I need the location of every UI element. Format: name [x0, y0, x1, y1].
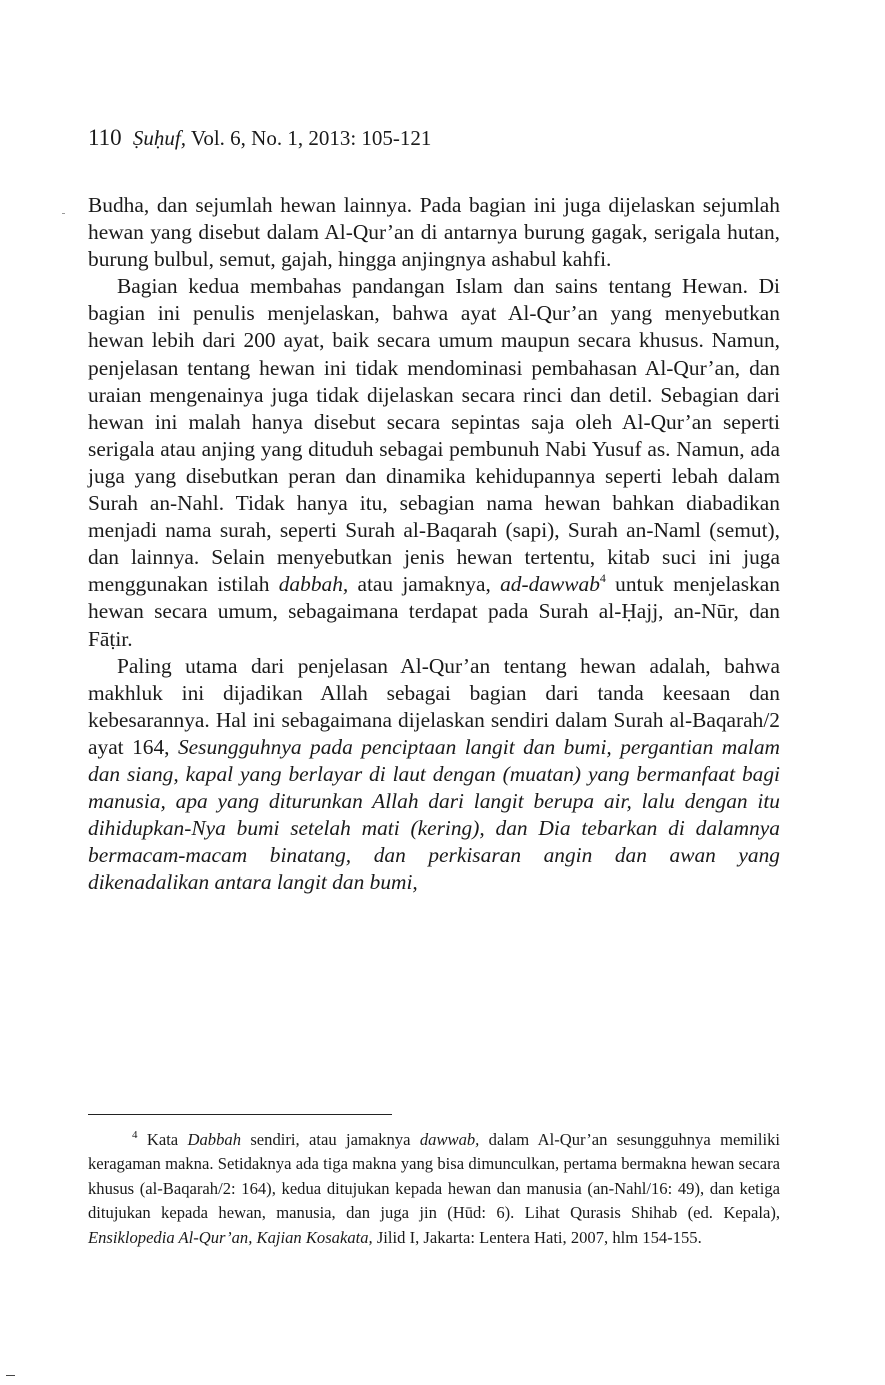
page-number: 110 [88, 125, 122, 150]
footnote-text-2: sendiri, atau jamaknya [241, 1130, 420, 1149]
main-text [88, 192, 780, 896]
term-ad-dawwab: ad-dawwab [500, 572, 600, 597]
paragraph-3 [88, 653, 780, 897]
running-header [88, 125, 431, 151]
paragraph-2-text: Bagian kedua membahas pandangan Islam dan sains tentang Hewan. Di bagian ini penulis menjelaskan, bahwa ayat Al-Qur’an yang menyebutkan hewan lebih dari 200 ayat, baik secara umum maupun secara khusus. Namun, penjelasan tentang hewan ini tidak mendominasi pembahasan Al-Qur’an, dan uraian mengenainya juga tidak dijelaskan secara rinci dan detil. Sebagian dari hewan ini malah hanya disebut secara sepintas saja oleh Al-Qur’an seperti serigala atau anjing yang dituduh sebagai pembunuh Nabi Yusuf as. Namun, ada juga yang disebutkan peran dan dinamika kehidupannya seperti lebah dalam Surah an-Nahl. Tidak hanya itu, sebagian nama hewan bahkan diabadikan menjadi nama surah, seperti Surah al-Baqarah (sapi), Surah an-Naml (semut), dan lainnya. Selain menyebutkan jenis hewan tertentu, kitab suci ini juga menggunakan istilah [88, 274, 780, 597]
paragraph-2-mid: atau jamaknya, [348, 572, 501, 597]
term-dabbah: dabbah, [278, 572, 349, 597]
journal-title: Ṣuḥuf, [132, 126, 186, 150]
footnote-ref-4[interactable]: 4 [599, 571, 606, 586]
footnote-text-1: Kata [137, 1130, 188, 1149]
journal-citation: Vol. 6, No. 1, 2013: 105-121 [190, 126, 432, 150]
footnote-term-dabbah: Dabbah [187, 1130, 241, 1149]
footnote-number: 4 [132, 1129, 138, 1141]
quran-quote: Sesungguhnya pada penciptaan langit dan bumi, pergantian malam dan siang, kapal yang berlayar di laut dengan (muatan) yang bermanfaat bagi manusia, apa yang diturunkan Allah dari langit berupa air, lalu dengan itu dihidupkan-Nya bumi setelah mati (kering), dan Dia tebarkan di dalamnya bermacam-macam binatang, dan perkisaran angin dan awan yang dikenadalikan antara langit dan bumi, [88, 734, 780, 895]
page-edge-mark [6, 1375, 15, 1376]
scan-mark [62, 213, 65, 214]
footnote-4 [88, 1128, 780, 1250]
footnote-term-dawwab: dawwab, [419, 1130, 480, 1149]
footnote-book-title: Ensiklopedia Al-Qur’an, Kajian Kosakata, [88, 1227, 373, 1247]
paragraph-1: Budha, dan sejumlah hewan lainnya. Pada bagian ini juga dijelaskan sejumlah hewan yang disebut dalam Al-Qur’an di antarnya burung gagak, serigala hutan, burung bulbul, semut, gajah, hingga anjingnya ashabul kahfi. [88, 193, 780, 272]
footnote-separator [88, 1114, 392, 1115]
paragraph-2 [88, 273, 780, 652]
footnote-text-4: Jilid I, Jakarta: Lentera Hati, 2007, hlm 154-155. [372, 1227, 702, 1247]
footnote-text-3: dalam Al-Qur’an sesungguhnya memiliki keragaman makna. Setidaknya ada tiga makna yang bisa dimunculkan, pertama bermakna hewan secara khusus (al-Baqarah/2: 164), kedua ditujukan kepada hewan dan manusia (an-Nahl/16: 49), dan ketiga ditujukan kepada hewan, manusia, dan juga jin (Hūd: 6). Lihat Qurasis Shihab (ed. Kepala), [88, 1130, 781, 1223]
paragraph-2-end: untuk menjelaskan hewan secara umum, sebagaimana terdapat pada Surah al-Ḥajj, an-Nūr, dan Fāṭir. [88, 572, 780, 651]
paragraph-3-intro: Paling utama dari penjelasan Al-Qur’an tentang hewan adalah, bahwa makhluk ini dijadikan Allah sebagai bagian dari tanda keesaan dan kebesarannya. Hal ini sebagaimana dijelaskan sendiri dalam Surah al-Baqarah/2 ayat 164, [88, 653, 780, 759]
